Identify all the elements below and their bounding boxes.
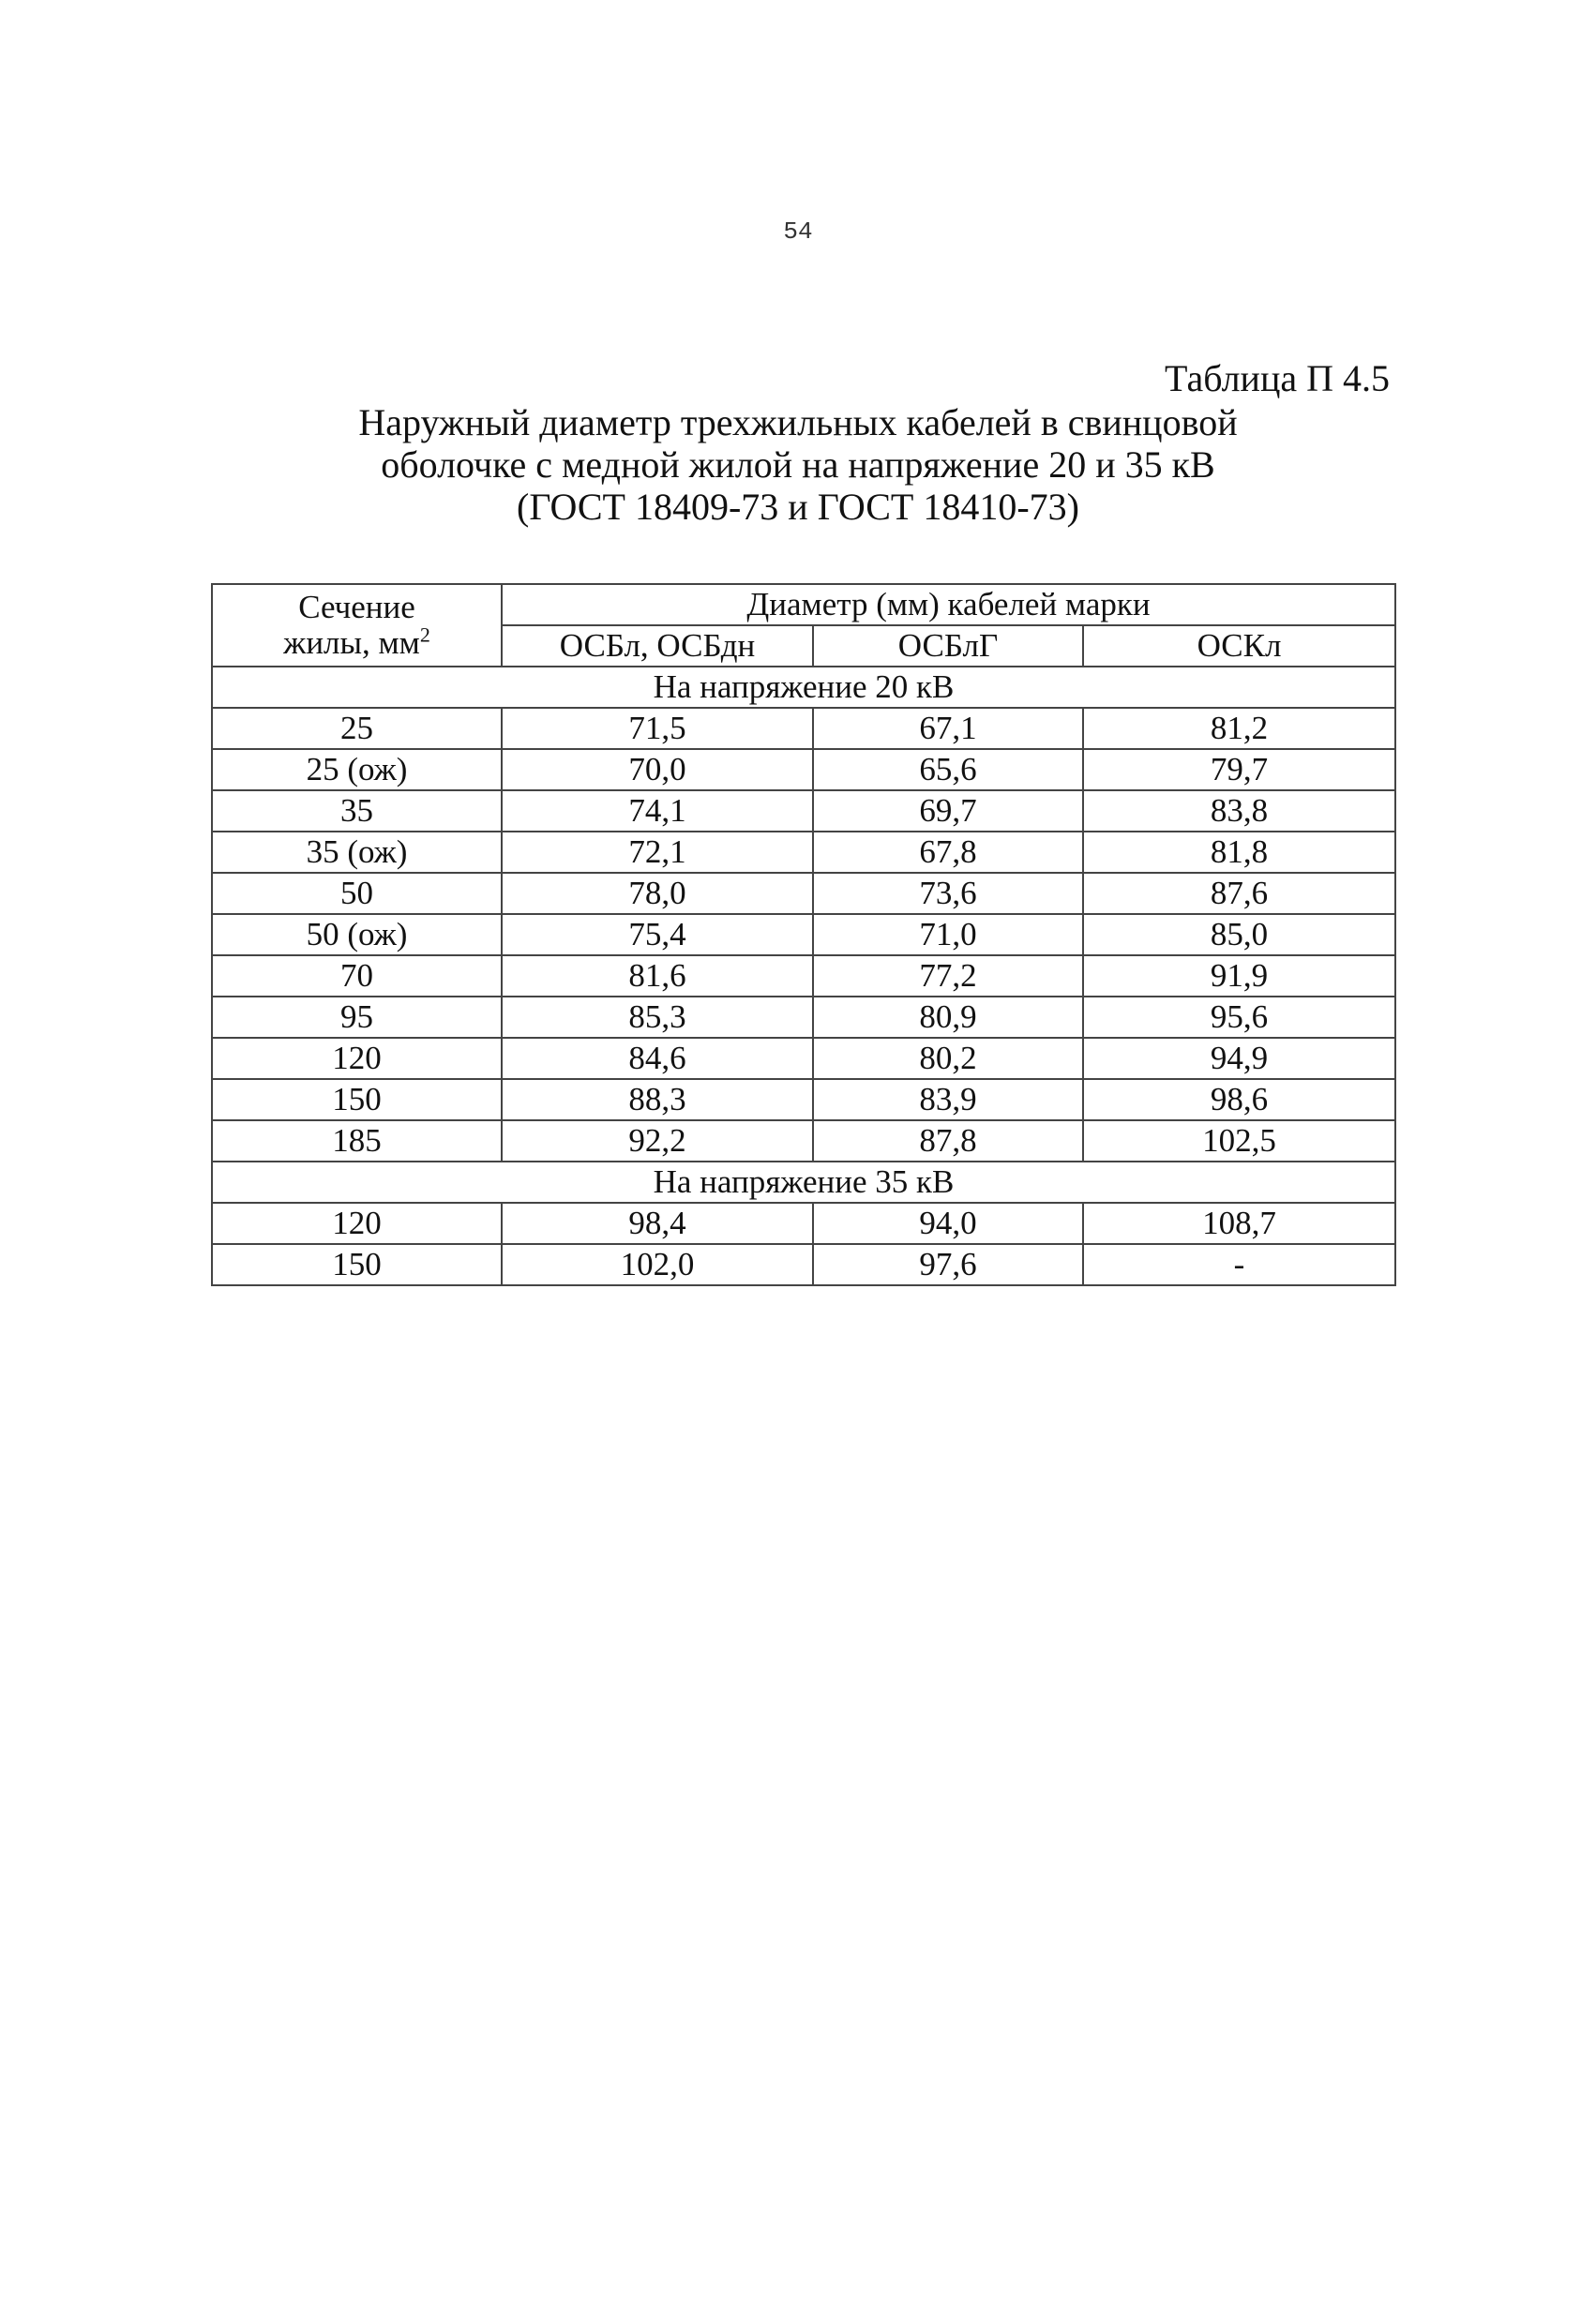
diameter-cell: 81,2 (1083, 708, 1395, 749)
diameter-cell: 74,1 (502, 790, 813, 832)
diameter-cell: 70,0 (502, 749, 813, 790)
section-cell: 95 (212, 997, 502, 1038)
diameter-cell: 92,2 (502, 1120, 813, 1162)
diameter-cell: 78,0 (502, 873, 813, 914)
group-title: На напряжение 35 кВ (212, 1162, 1395, 1203)
table-row (212, 1244, 1395, 1285)
diameter-cell: 69,7 (813, 790, 1083, 832)
section-cell: 25 (ож) (212, 749, 502, 790)
table-row (212, 790, 1395, 832)
page-number: 54 (783, 217, 813, 246)
section-cell: 35 (ож) (212, 832, 502, 873)
diameter-cell: 102,0 (502, 1244, 813, 1285)
diameter-cell: 67,1 (813, 708, 1083, 749)
diameter-cell: 71,5 (502, 708, 813, 749)
group-row (212, 1162, 1395, 1203)
diameter-cell: 94,0 (813, 1203, 1083, 1244)
diameter-cell: 73,6 (813, 873, 1083, 914)
diameter-cell: 97,6 (813, 1244, 1083, 1285)
section-cell: 25 (212, 708, 502, 749)
table-row (212, 832, 1395, 873)
section-cell: 120 (212, 1203, 502, 1244)
title-line: Наружный диаметр трехжильных кабелей в свинцовой (358, 401, 1238, 443)
diameter-cell: 85,0 (1083, 914, 1395, 955)
table-row (212, 749, 1395, 790)
diameter-cell: 77,2 (813, 955, 1083, 997)
table-row (212, 1038, 1395, 1079)
diameter-header-cell: Диаметр (мм) кабелей марки (502, 584, 1395, 625)
diameter-cell: 67,8 (813, 832, 1083, 873)
diameter-cell: 83,8 (1083, 790, 1395, 832)
cable-diameter-table (211, 583, 1396, 1286)
diameter-cell: 94,9 (1083, 1038, 1395, 1079)
diameter-cell: 88,3 (502, 1079, 813, 1120)
diameter-cell: 71,0 (813, 914, 1083, 955)
table-row (212, 955, 1395, 997)
diameter-cell: - (1083, 1244, 1395, 1285)
table-label: Таблица П 4.5 (1165, 357, 1390, 399)
diameter-cell: 80,9 (813, 997, 1083, 1038)
diameter-cell: 91,9 (1083, 955, 1395, 997)
diameter-cell: 79,7 (1083, 749, 1395, 790)
table-row (212, 1079, 1395, 1120)
group-title: На напряжение 20 кВ (212, 667, 1395, 708)
header-row (212, 584, 1395, 625)
section-header-superscript: 2 (419, 622, 430, 647)
table-row (212, 873, 1395, 914)
diameter-cell: 102,5 (1083, 1120, 1395, 1162)
diameter-cell: 81,8 (1083, 832, 1395, 873)
diameter-cell: 98,4 (502, 1203, 813, 1244)
section-cell: 150 (212, 1244, 502, 1285)
diameter-cell: 83,9 (813, 1079, 1083, 1120)
table-row (212, 1203, 1395, 1244)
title-line: (ГОСТ 18409-73 и ГОСТ 18410-73) (517, 486, 1079, 528)
diameter-cell: 87,8 (813, 1120, 1083, 1162)
section-cell: 150 (212, 1079, 502, 1120)
diameter-cell: 108,7 (1083, 1203, 1395, 1244)
section-header-line1: Сечение (298, 589, 415, 625)
diameter-cell: 75,4 (502, 914, 813, 955)
table-row (212, 997, 1395, 1038)
table-row (212, 1120, 1395, 1162)
group-row (212, 667, 1395, 708)
diameter-cell: 80,2 (813, 1038, 1083, 1079)
title-line: оболочке с медной жилой на напряжение 20 и 35 кВ (381, 443, 1215, 486)
diameter-cell: 85,3 (502, 997, 813, 1038)
section-header-cell (212, 584, 502, 667)
section-cell: 50 (212, 873, 502, 914)
diameter-cell: 84,6 (502, 1038, 813, 1079)
table-title (0, 401, 1596, 528)
table-row (212, 708, 1395, 749)
diameter-cell: 87,6 (1083, 873, 1395, 914)
diameter-cell: 95,6 (1083, 997, 1395, 1038)
table-row (212, 914, 1395, 955)
section-cell: 185 (212, 1120, 502, 1162)
section-cell: 50 (ож) (212, 914, 502, 955)
column-header: ОСБл, ОСБдн (502, 625, 813, 667)
diameter-cell: 65,6 (813, 749, 1083, 790)
diameter-cell: 81,6 (502, 955, 813, 997)
diameter-cell: 72,1 (502, 832, 813, 873)
column-header: ОСКл (1083, 625, 1395, 667)
diameter-cell: 98,6 (1083, 1079, 1395, 1120)
section-cell: 35 (212, 790, 502, 832)
column-header: ОСБлГ (813, 625, 1083, 667)
section-cell: 120 (212, 1038, 502, 1079)
section-header-line2: жилы, мм (283, 624, 420, 661)
section-cell: 70 (212, 955, 502, 997)
